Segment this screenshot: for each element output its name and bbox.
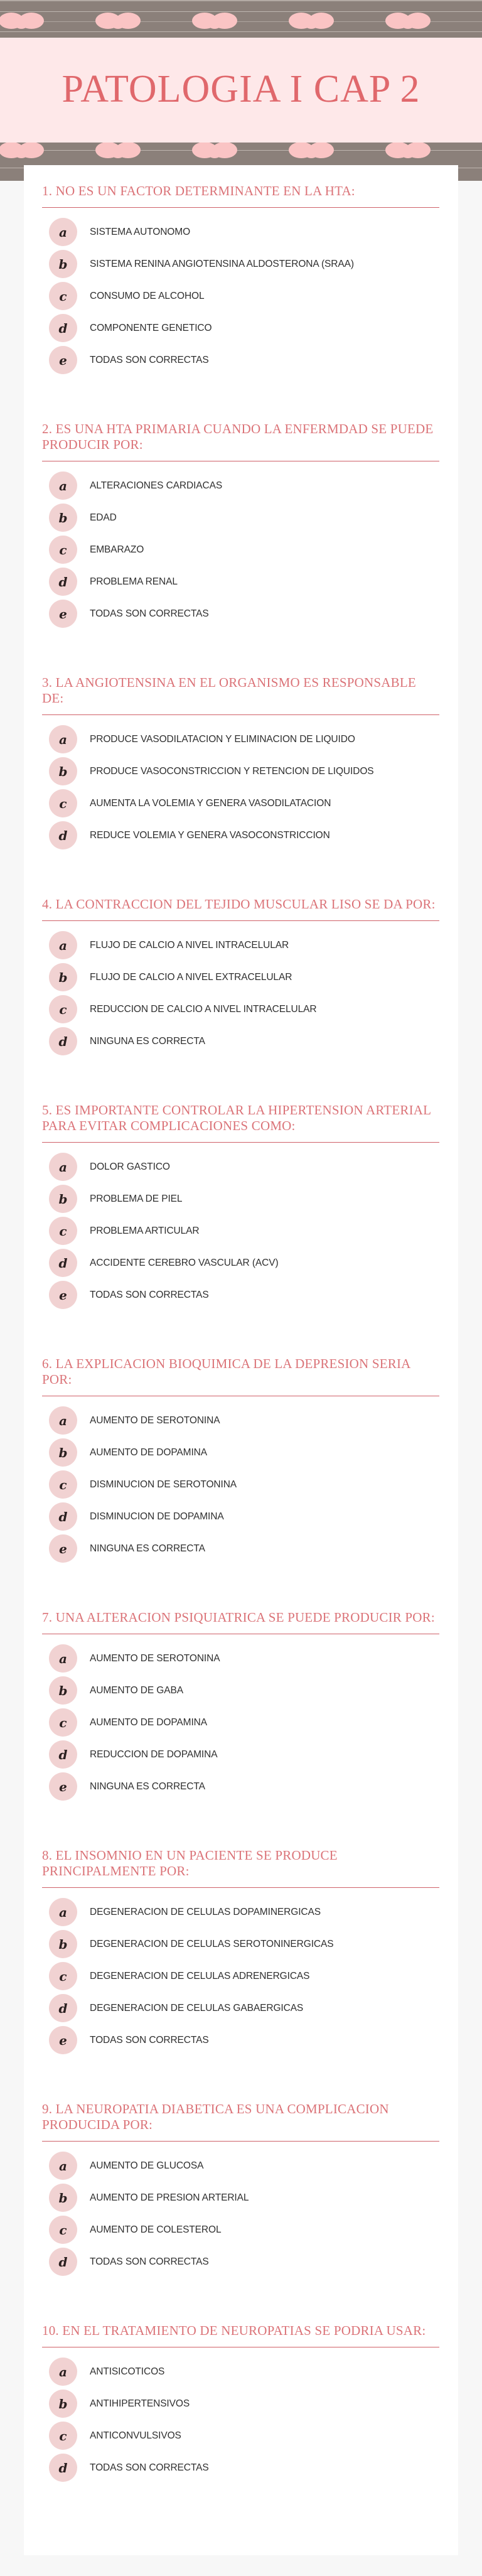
letter-badge: e xyxy=(49,600,77,628)
question-7 xyxy=(42,1610,439,1801)
question-8 xyxy=(42,1848,439,2054)
option-c[interactable] xyxy=(42,1217,439,1245)
option-b[interactable] xyxy=(42,250,439,278)
option-b[interactable] xyxy=(42,2184,439,2212)
letter-badge: b xyxy=(49,250,77,278)
question-title: 10. EN EL TRATAMIENTO DE NEUROPATIAS SE PODRIA USAR: xyxy=(42,2323,439,2347)
letter-badge: d xyxy=(49,1502,77,1531)
option-e[interactable] xyxy=(42,2026,439,2054)
letter-badge: c xyxy=(49,1217,77,1245)
script-line-decoration xyxy=(0,31,482,32)
option-text: DEGENERACION DE CELULAS ADRENERGICAS xyxy=(90,1970,310,1981)
option-a[interactable] xyxy=(42,1644,439,1673)
option-text: TODAS SON CORRECTAS xyxy=(90,1289,209,1300)
letter-badge: e xyxy=(49,1534,77,1563)
option-text: AUMENTO DE COLESTEROL xyxy=(90,2224,222,2235)
letter-badge: d xyxy=(49,1249,77,1277)
question-title: 3. LA ANGIOTENSINA EN EL ORGANISMO ES RESPONSABLE DE: xyxy=(42,675,439,715)
option-b[interactable] xyxy=(42,1438,439,1467)
option-text: AUMENTO DE DOPAMINA xyxy=(90,1447,207,1458)
letter-badge: b xyxy=(49,504,77,532)
option-e[interactable] xyxy=(42,600,439,628)
option-text: DOLOR GASTICO xyxy=(90,1161,170,1172)
letter-badge: c xyxy=(49,1962,77,1990)
option-b[interactable] xyxy=(42,1185,439,1213)
option-c[interactable] xyxy=(42,1708,439,1737)
question-title: 1. NO ES UN FACTOR DETERMINANTE EN LA HTA: xyxy=(42,183,439,208)
option-text: AUMENTO DE GABA xyxy=(90,1684,183,1696)
option-text: AUMENTA LA VOLEMIA Y GENERA VASODILATACION xyxy=(90,797,331,809)
heart-icon xyxy=(192,13,237,29)
options-list xyxy=(42,931,439,1055)
heart-icon xyxy=(95,143,141,158)
letter-badge: c xyxy=(49,282,77,310)
option-text: EMBARAZO xyxy=(90,544,144,555)
letter-badge: a xyxy=(49,472,77,500)
option-b[interactable] xyxy=(42,757,439,785)
option-a[interactable] xyxy=(42,931,439,959)
question-title: 8. EL INSOMNIO EN UN PACIENTE SE PRODUCE PRINCIPALMENTE POR: xyxy=(42,1848,439,1888)
option-c[interactable] xyxy=(42,536,439,564)
options-list xyxy=(42,472,439,628)
letter-badge: c xyxy=(49,1470,77,1499)
heart-pattern-band-top xyxy=(0,0,482,38)
heart-icon xyxy=(385,143,431,158)
option-e[interactable] xyxy=(42,346,439,374)
options-list xyxy=(42,2358,439,2482)
letter-badge: b xyxy=(49,1930,77,1958)
letter-badge: d xyxy=(49,2248,77,2276)
option-d[interactable] xyxy=(42,314,439,342)
option-a[interactable] xyxy=(42,218,439,246)
letter-badge: e xyxy=(49,2026,77,2054)
option-c[interactable] xyxy=(42,2216,439,2244)
heart-icon xyxy=(289,13,334,29)
letter-badge: d xyxy=(49,1740,77,1769)
letter-badge: b xyxy=(49,1185,77,1213)
heart-icon xyxy=(0,143,44,158)
option-c[interactable] xyxy=(42,995,439,1023)
option-text: ANTISICOTICOS xyxy=(90,2366,165,2377)
option-text: AUMENTO DE SEROTONINA xyxy=(90,1652,220,1664)
option-a[interactable] xyxy=(42,725,439,753)
letter-badge: a xyxy=(49,1644,77,1673)
question-4 xyxy=(42,897,439,1055)
option-c[interactable] xyxy=(42,1470,439,1499)
letter-badge: d xyxy=(49,568,77,596)
option-text: DISMINUCION DE SEROTONINA xyxy=(90,1479,237,1490)
option-text: SISTEMA AUTONOMO xyxy=(90,226,191,237)
option-text: PROBLEMA ARTICULAR xyxy=(90,1225,200,1236)
letter-badge: d xyxy=(49,1027,77,1055)
heart-icon xyxy=(385,13,431,29)
options-list xyxy=(42,1898,439,2054)
option-text: SISTEMA RENINA ANGIOTENSINA ALDOSTERONA (SRAA) xyxy=(90,258,354,269)
option-text: ANTICONVULSIVOS xyxy=(90,2430,181,2441)
option-text: DEGENERACION DE CELULAS GABAERGICAS xyxy=(90,2002,304,2013)
option-e[interactable] xyxy=(42,1772,439,1801)
letter-badge: d xyxy=(49,821,77,849)
option-a[interactable] xyxy=(42,1898,439,1926)
heart-icon xyxy=(95,13,141,29)
option-a[interactable] xyxy=(42,1406,439,1435)
option-text: AUMENTO DE PRESION ARTERIAL xyxy=(90,2192,249,2203)
heart-icon xyxy=(192,143,237,158)
option-d[interactable] xyxy=(42,2248,439,2276)
question-5 xyxy=(42,1102,439,1309)
letter-badge: c xyxy=(49,2216,77,2244)
option-text: AUMENTO DE SEROTONINA xyxy=(90,1415,220,1426)
option-text: DEGENERACION DE CELULAS SEROTONINERGICAS xyxy=(90,1938,334,1949)
heart-icon xyxy=(289,143,334,158)
question-9 xyxy=(42,2101,439,2276)
option-text: FLUJO DE CALCIO A NIVEL INTRACELULAR xyxy=(90,939,289,951)
letter-badge: b xyxy=(49,757,77,785)
option-text: DISMINUCION DE DOPAMINA xyxy=(90,1511,224,1522)
option-text: EDAD xyxy=(90,512,117,523)
option-d[interactable] xyxy=(42,1740,439,1769)
page-title: PATOLOGIA I CAP 2 xyxy=(62,68,420,110)
option-text: REDUCCION DE CALCIO A NIVEL INTRACELULAR xyxy=(90,1003,317,1015)
options-list xyxy=(42,1406,439,1563)
option-text: PRODUCE VASOCONSTRICCION Y RETENCION DE LIQUIDOS xyxy=(90,765,374,777)
option-c[interactable] xyxy=(42,282,439,310)
option-c[interactable] xyxy=(42,789,439,817)
question-title: 2. ES UNA HTA PRIMARIA CUANDO LA ENFERMDAD SE PUEDE PRODUCIR POR: xyxy=(42,421,439,461)
letter-badge: a xyxy=(49,1406,77,1435)
option-text: REDUCCION DE DOPAMINA xyxy=(90,1749,218,1760)
option-d[interactable] xyxy=(42,568,439,596)
option-text: TODAS SON CORRECTAS xyxy=(90,608,209,619)
header-banner xyxy=(0,0,482,181)
option-text: COMPONENTE GENETICO xyxy=(90,322,212,333)
options-list xyxy=(42,2152,439,2276)
option-text: AUMENTO DE GLUCOSA xyxy=(90,2160,204,2171)
letter-badge: c xyxy=(49,536,77,564)
option-e[interactable] xyxy=(42,1534,439,1563)
option-d[interactable] xyxy=(42,1249,439,1277)
letter-badge: e xyxy=(49,1772,77,1801)
option-text: REDUCE VOLEMIA Y GENERA VASOCONSTRICCION xyxy=(90,829,330,841)
option-text: TODAS SON CORRECTAS xyxy=(90,2462,209,2473)
option-d[interactable] xyxy=(42,2454,439,2482)
option-text: PROBLEMA RENAL xyxy=(90,576,178,587)
question-2 xyxy=(42,421,439,628)
question-title: 6. LA EXPLICACION BIOQUIMICA DE LA DEPRESION SERIA POR: xyxy=(42,1356,439,1396)
question-title: 7. UNA ALTERACION PSIQUIATRICA SE PUEDE PRODUCIR POR: xyxy=(42,1610,439,1634)
question-title: 9. LA NEUROPATIA DIABETICA ES UNA COMPLICACION PRODUCIDA POR: xyxy=(42,2101,439,2142)
option-a[interactable] xyxy=(42,1153,439,1181)
script-line-decoration xyxy=(0,11,482,12)
letter-badge: e xyxy=(49,1281,77,1309)
letter-badge: b xyxy=(49,1438,77,1467)
option-b[interactable] xyxy=(42,504,439,532)
option-text: PRODUCE VASODILATACION Y ELIMINACION DE LIQUIDO xyxy=(90,733,355,745)
option-d[interactable] xyxy=(42,821,439,849)
letter-badge: a xyxy=(49,218,77,246)
option-text: NINGUNA ES CORRECTA xyxy=(90,1035,205,1047)
letter-badge: c xyxy=(49,789,77,817)
question-10 xyxy=(42,2323,439,2482)
options-list xyxy=(42,725,439,849)
letter-badge: a xyxy=(49,2358,77,2386)
letter-badge: a xyxy=(49,1153,77,1181)
option-text: TODAS SON CORRECTAS xyxy=(90,354,209,365)
question-title: 4. LA CONTRACCION DEL TEJIDO MUSCULAR LISO SE DA POR: xyxy=(42,897,439,921)
letter-badge: a xyxy=(49,1898,77,1926)
options-list xyxy=(42,1153,439,1309)
option-d[interactable] xyxy=(42,1994,439,2022)
letter-badge: d xyxy=(49,1994,77,2022)
option-c[interactable] xyxy=(42,2422,439,2450)
letter-badge: b xyxy=(49,1676,77,1705)
options-list xyxy=(42,218,439,374)
option-b[interactable] xyxy=(42,963,439,991)
option-text: NINGUNA ES CORRECTA xyxy=(90,1781,205,1792)
option-a[interactable] xyxy=(42,2358,439,2386)
option-a[interactable] xyxy=(42,2152,439,2180)
option-text: AUMENTO DE DOPAMINA xyxy=(90,1716,207,1728)
option-c[interactable] xyxy=(42,1962,439,1990)
option-text: TODAS SON CORRECTAS xyxy=(90,2034,209,2045)
option-b[interactable] xyxy=(42,1930,439,1958)
letter-badge: a xyxy=(49,2152,77,2180)
quiz-card xyxy=(24,165,458,2555)
option-text: NINGUNA ES CORRECTA xyxy=(90,1543,205,1554)
letter-badge: b xyxy=(49,963,77,991)
heart-icon xyxy=(0,13,44,29)
question-6 xyxy=(42,1356,439,1563)
option-text: CONSUMO DE ALCOHOL xyxy=(90,290,205,301)
option-e[interactable] xyxy=(42,1281,439,1309)
option-a[interactable] xyxy=(42,472,439,500)
letter-badge: c xyxy=(49,2422,77,2450)
option-b[interactable] xyxy=(42,1676,439,1705)
option-text: FLUJO DE CALCIO A NIVEL EXTRACELULAR xyxy=(90,971,292,983)
option-d[interactable] xyxy=(42,1027,439,1055)
letter-badge: c xyxy=(49,995,77,1023)
option-text: PROBLEMA DE PIEL xyxy=(90,1193,183,1204)
option-text: ANTIHIPERTENSIVOS xyxy=(90,2398,190,2409)
option-text: DEGENERACION DE CELULAS DOPAMINERGICAS xyxy=(90,1906,321,1917)
title-area xyxy=(0,38,482,143)
option-text: ACCIDENTE CEREBRO VASCULAR (ACV) xyxy=(90,1257,279,1268)
option-text: ALTERACIONES CARDIACAS xyxy=(90,480,223,491)
letter-badge: a xyxy=(49,725,77,753)
letter-badge: d xyxy=(49,2454,77,2482)
letter-badge: c xyxy=(49,1708,77,1737)
question-1 xyxy=(42,183,439,374)
letter-badge: d xyxy=(49,314,77,342)
letter-badge: b xyxy=(49,2184,77,2212)
letter-badge: a xyxy=(49,931,77,959)
options-list xyxy=(42,1644,439,1801)
option-b[interactable] xyxy=(42,2390,439,2418)
letter-badge: e xyxy=(49,346,77,374)
letter-badge: b xyxy=(49,2390,77,2418)
question-title: 5. ES IMPORTANTE CONTROLAR LA HIPERTENSION ARTERIAL PARA EVITAR COMPLICACIONES COMO: xyxy=(42,1102,439,1143)
option-text: TODAS SON CORRECTAS xyxy=(90,2256,209,2267)
question-3 xyxy=(42,675,439,849)
option-d[interactable] xyxy=(42,1502,439,1531)
